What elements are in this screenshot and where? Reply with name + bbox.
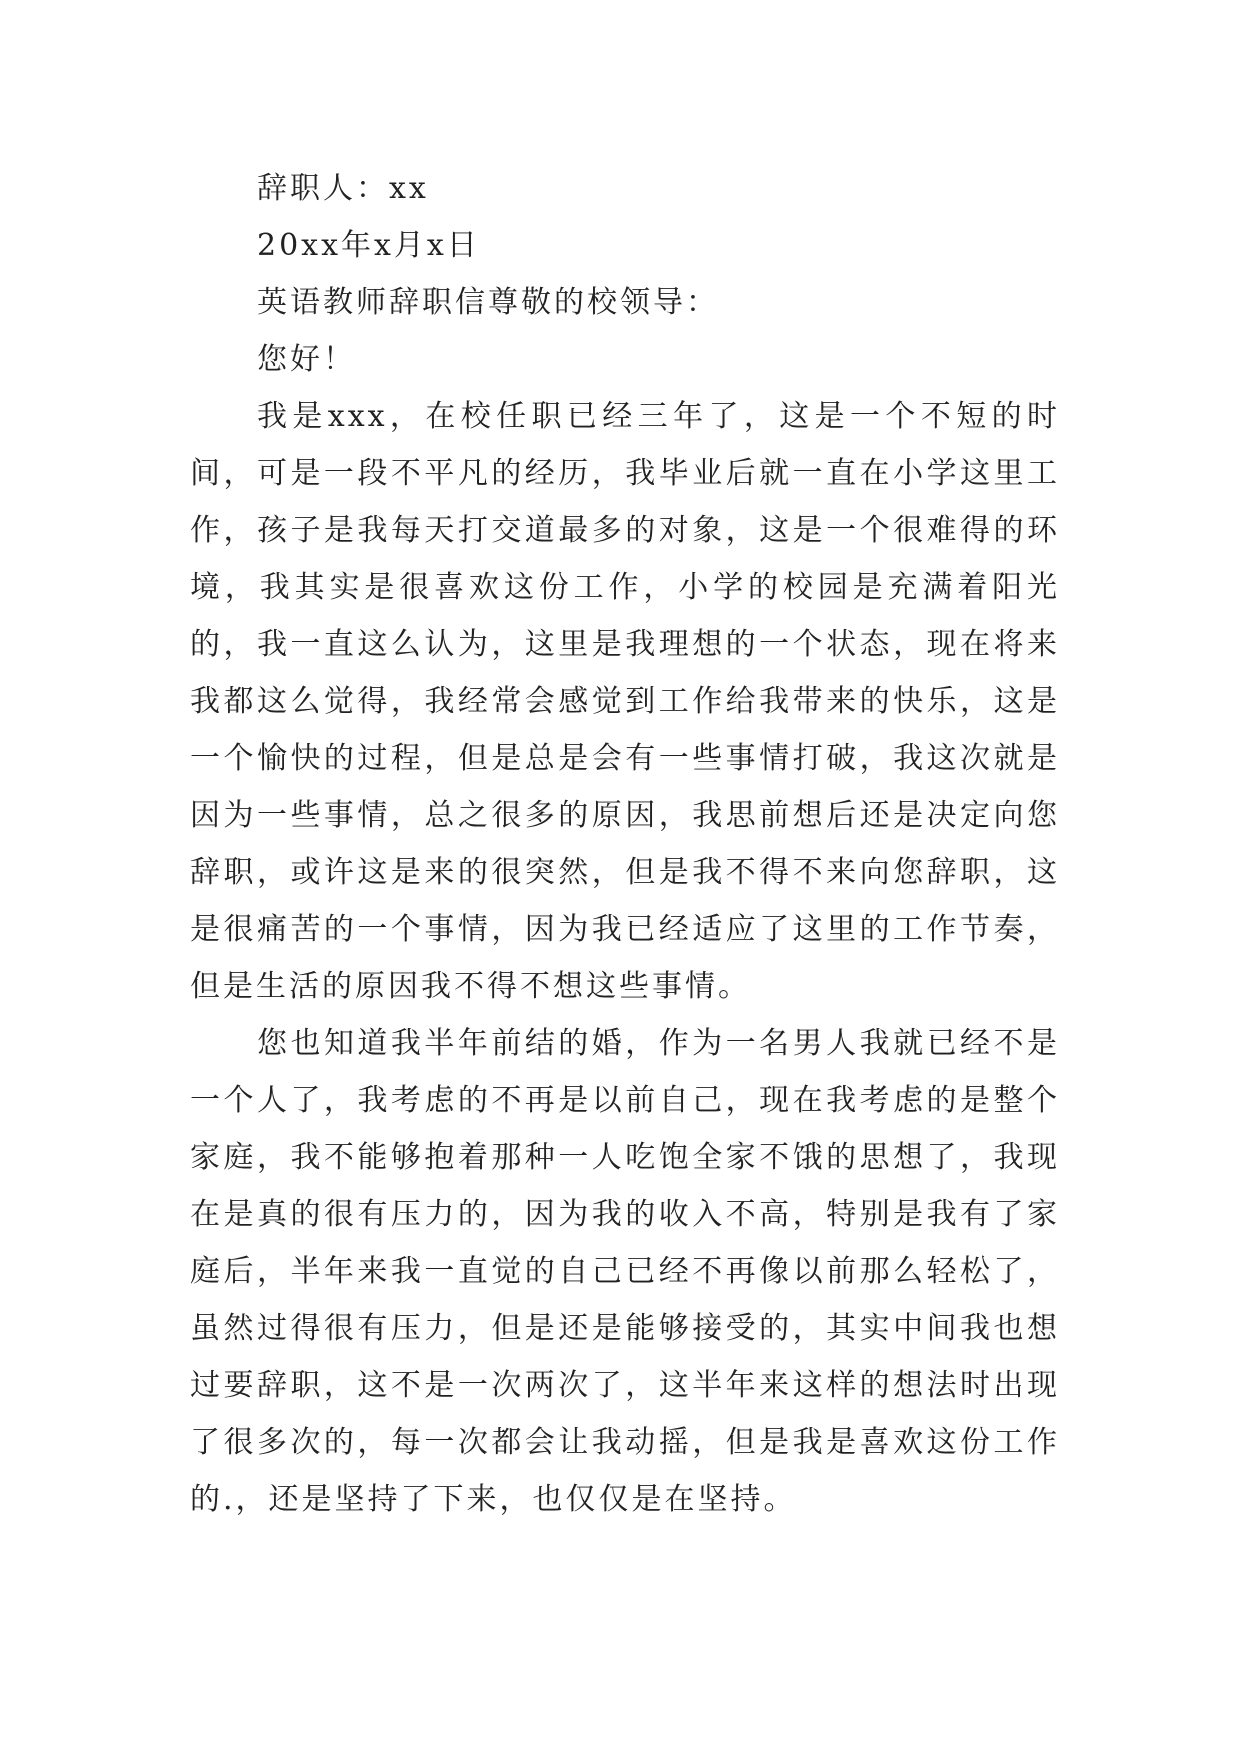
signature-line: 辞职人：xx (257, 171, 429, 206)
date-line: 20xx年x月x日 (257, 228, 480, 263)
paragraph-2: 您也知道我半年前结的婚，作为一名男人我就已经不是一个人了，我考虑的不再是以前自己，现在我考虑的是整个家庭，我不能够抱着那种一人吃饱全家不饿的思想了，我现在是真的很有压力的，因为我的收入不高，特别是我有了家庭后，半年来我一直觉的自己已经不再像以前那么轻松了，虽然过得很有压力，但是还是能够接受的，其实中间我也想过要辞职，这不是一次两次了，这半年来这样的想法时出现了很多次的，每一次都会让我动摇，但是我是喜欢这份工作的.，还是坚持了下来，也仅仅是在坚持。 (190, 1026, 1060, 1517)
title-salutation: 英语教师辞职信尊敬的校领导： (257, 285, 719, 320)
greeting: 您好！ (257, 342, 356, 377)
paragraph-1: 我是xxx，在校任职已经三年了，这是一个不短的时间，可是一段不平凡的经历，我毕业后就一直在小学这里工作，孩子是我每天打交道最多的对象，这是一个很难得的环境，我其实是很喜欢这份工作，小学的校园是充满着阳光的，我一直这么认为，这里是我理想的一个状态，现在将来我都这么觉得，我经常会感觉到工作给我带来的快乐，这是一个愉快的过程，但是总是会有一些事情打破，我这次就是因为一些事情，总之很多的原因，我思前想后还是决定向您辞职，或许这是来的很突然，但是我不得不来向您辞职，这是很痛苦的一个事情，因为我已经适应了这里的工作节奏，但是生活的原因我不得不想这些事情。 (190, 399, 1060, 1004)
document-page (190, 160, 1060, 1528)
